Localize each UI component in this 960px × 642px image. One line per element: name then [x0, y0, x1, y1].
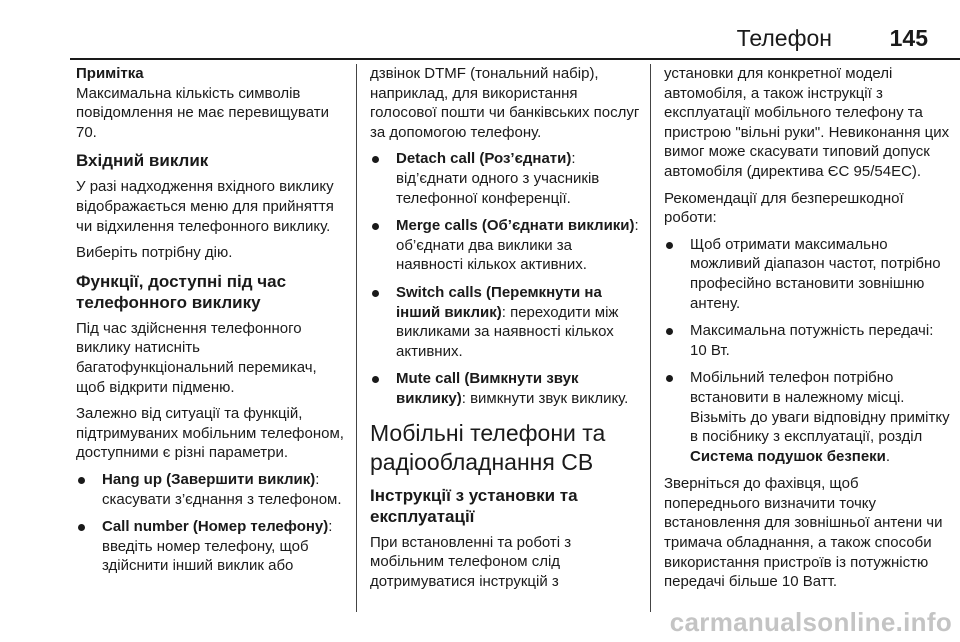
paragraph-installation: При встановленні та роботі з мобільним телефоном слід дотримуватися інструкцій з	[370, 533, 572, 590]
item-text: : об’єднати два виклики за наявності кількох активних.	[396, 217, 639, 274]
column-2	[370, 64, 640, 624]
item-label: Detach call (Роз’єднати)	[396, 150, 572, 168]
function-list	[76, 470, 344, 576]
item-label: Mute call (Вимкнути звук виклику)	[396, 370, 579, 407]
paragraph-during-call: Під час здійснення телефонного виклику натисніть багатофункціональний перемикач, щоб відкрити підменю.	[76, 319, 317, 396]
column-3	[664, 64, 954, 624]
item-text: : переходити між викликами за наявності кількох активних.	[396, 303, 619, 360]
bullet-icon	[372, 223, 379, 230]
heading-incoming-call: Вхідний виклик	[76, 151, 209, 171]
column-divider-1	[356, 64, 357, 612]
paragraph-contact: Зверніться до фахівця, щоб попереднього визначити точку встановлення для зовнішньої антени чи тримача обладнання, а також способи використання пристроїв із потужністю передачі більше 10 Ватт.	[664, 475, 943, 591]
item-text: Максимальна потужність передачі: 10 Вт.	[690, 322, 934, 359]
bullet-icon	[372, 376, 379, 383]
item-text-end: .	[885, 447, 891, 465]
list-item	[664, 235, 954, 313]
page-number: 145	[889, 25, 928, 51]
item-label: Call number (Номер телефону)	[102, 518, 329, 536]
list-item	[370, 149, 640, 208]
item-reference: Система подушок безпеки	[690, 447, 886, 465]
header-rule	[70, 58, 960, 60]
paragraph-incoming: У разі надходження вхідного виклику відображається меню для прийняття чи відхилення телефонного виклику.	[76, 178, 334, 235]
item-label: Merge calls (Об’єднати виклики)	[396, 217, 635, 235]
list-item	[370, 369, 640, 408]
heading-mobile-phones: Мобільні телефони та радіообладнання СВ	[370, 419, 606, 475]
recommendation-list	[664, 235, 954, 467]
column-1	[76, 64, 344, 624]
column-divider-2	[650, 64, 651, 612]
paragraph-continued: установки для конкретної моделі автомобіля, а також інструкції з експлуатації мобільного телефону та пристрою "вільні руки". Невиконання цих вимог може скасувати типовий допуск автомобіля (директива ЄС 95/54ЕС).	[664, 65, 950, 180]
heading-installation: Інструкції з установки та експлуатації	[370, 485, 578, 526]
bullet-icon	[666, 242, 673, 249]
list-item	[76, 517, 344, 576]
paragraph-depending: Залежно від ситуації та функцій, підтримуваних мобільним телефоном, доступними є різні параметри.	[76, 405, 344, 462]
watermark-text: carmanualsonline.info	[669, 607, 952, 637]
bullet-icon	[78, 477, 85, 484]
paragraph-recommendations: Рекомендації для безперешкодної роботи:	[664, 189, 904, 227]
item-label: Switch calls (Перемкнути на інший виклик)	[396, 283, 602, 321]
note-title: Примітка	[76, 65, 144, 82]
list-item	[664, 368, 954, 466]
bullet-icon	[372, 290, 379, 297]
bullet-icon	[666, 328, 673, 335]
page-header	[0, 0, 960, 56]
paragraph-select-action: Виберіть потрібну дію.	[76, 244, 233, 262]
list-item	[76, 470, 344, 509]
paragraph-continued: дзвінок DTMF (тональний набір), наприклад, для використання голосової пошти чи банківських послуг за допомогою телефону.	[370, 65, 640, 141]
bullet-icon	[666, 375, 673, 382]
note-text: Максимальна кількість символів повідомлення не має перевищувати 70.	[76, 84, 329, 141]
item-text: Щоб отримати максимально можливий діапазон частот, потрібно професійно встановити зовнішню антену.	[690, 235, 941, 312]
item-label: Hang up (Завершити виклик)	[102, 470, 316, 488]
item-text: Мобільний телефон потрібно встановити в належному місці. Візьміть до уваги відповідну примітку в посібнику з експлуатації, розділ	[690, 369, 950, 446]
item-text: : введіть номер телефону, щоб здійснити інший виклик або	[102, 518, 333, 575]
function-list-continued	[370, 149, 640, 408]
item-text: : від’єднати одного з учасників телефонної конференції.	[396, 150, 600, 207]
item-text: : вимкнути звук виклику.	[461, 389, 629, 407]
section-title: Телефон	[736, 25, 832, 51]
bullet-icon	[372, 156, 379, 163]
list-item	[664, 321, 954, 360]
item-text: : скасувати з’єднання з телефоном.	[102, 470, 342, 508]
bullet-icon	[78, 524, 85, 531]
heading-call-functions: Функції, доступні під час телефонного виклику	[76, 271, 287, 312]
list-item	[370, 283, 640, 361]
list-item	[370, 216, 640, 275]
